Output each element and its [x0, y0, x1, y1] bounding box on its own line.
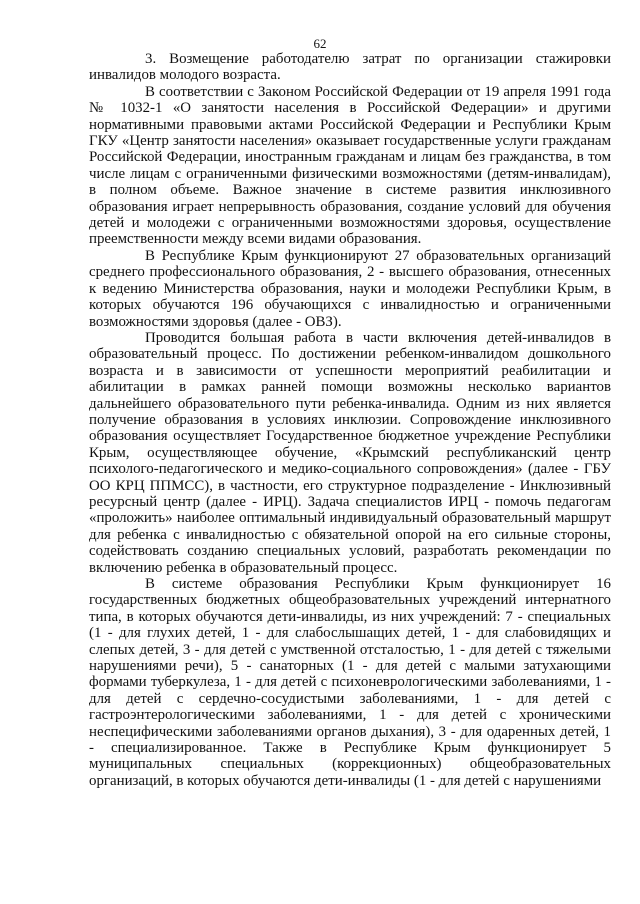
paragraph-4: Проводится большая работа в части включения детей-инвалидов в образовательный процесс. По достижении ребенком-инвалидом дошкольного возраста и в зависимости от успешности мероприятий реабилитации и абилитации в рамках ранней помощи возможны несколько вариантов дальнейшего образовательного пути ребенка-инвалида. Одним из них является получение образования в условиях инклюзии. Сопровождение инклюзивного образования осуществляет Государственное бюджетное учреждение Республики Крым, осуществляющее обучение, «Крымский республиканский центр психолого-педагогического и медико-социального сопровождения» (далее - ГБУ ОО КРЦ ППМСС), в частности, его структурное подразделение - Инклюзивный ресурсный центр (далее - ИРЦ). Задача специалистов ИРЦ - помочь педагогам «проложить» наиболее оптимальный индивидуальный образовательный маршрут для ребенка с инвалидностью с обязательной опорой на его сильные стороны, содействовать созданию специальных условий, разработать рекомендации по включению ребенка в образовательный процесс. — [89, 329, 611, 576]
paragraph-2: В соответствии с Законом Российской Федерации от 19 апреля 1991 года № 1032-1 «О занятости населения в Российской Федерации» и другими нормативными правовыми актами Российской Федерации и Республики Крым ГКУ «Центр занятости населения» оказывает государственные услуги гражданам Российской Федерации, иностранным гражданам и лицам без гражданства, в том числе лицам с ограниченными физическими возможностями (детям-инвалидам), в полном объеме. Важное значение в системе развития инклюзивного образования играет непрерывность образования, создание условий для обучения детей и молодежи с ограниченными возможностями здоровья, осуществление преемственности между всеми видами образования. — [89, 83, 611, 248]
body-text — [89, 51, 611, 789]
paragraph-5: В системе образования Республики Крым функционирует 16 государственных бюджетных общеобразовательных учреждений интернатного типа, в которых обучаются дети-инвалиды, из них учреждений: 7 - специальных (1 - для глухих детей, 1 - для слабослышащих детей, 1 - для слабовидящих и слепых детей, 3 - для детей с умственной отсталостью, 1 - для детей с тяжелыми нарушениями речи), 5 - санаторных (1 - для детей с малыми затухающими формами туберкулеза, 1 - для детей с психоневрологическими заболеваниями, 1 - для детей с сердечно-сосудистыми заболеваниями, 1 - для детей с гастроэнтерологическими заболеваниями, 1 - для детей с хроническими неспецифическими заболеваниями органов дыхания), 3 - для одаренных детей, 1 - специализированное. Также в Республике Крым функционирует 5 муниципальных специальных (коррекционных) общеобразовательных организаций, в которых обучаются дети-инвалиды (1 - для детей с нарушениями — [89, 576, 611, 789]
paragraph-3: В Республике Крым функционируют 27 образовательных организаций среднего профессионального образования, 2 - высшего образования, отнесенных к ведению Министерства образования, науки и молодежи Республики Крым, в которых обучаются 196 обучающихся с инвалидностью и ограниченными возможностями здоровья (далее - ОВЗ). — [89, 247, 611, 330]
paragraph-1: 3. Возмещение работодателю затрат по организации стажировки инвалидов молодого возраста. — [89, 51, 611, 84]
page-number: 62 — [313, 36, 327, 51]
